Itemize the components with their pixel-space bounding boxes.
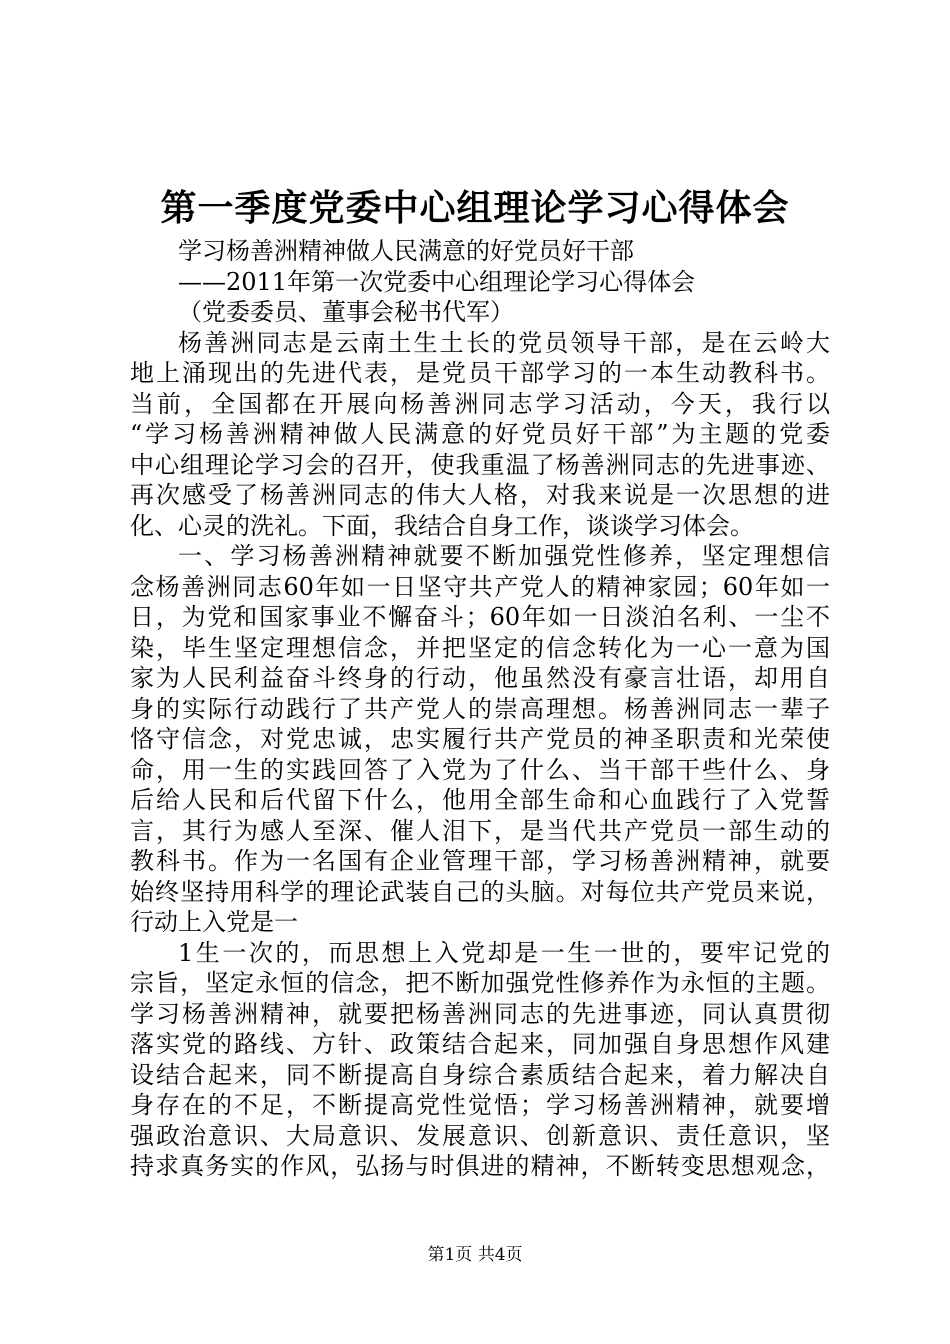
text-line: 身的实际行动践行了共产党人的崇高理想。杨善洲同志一辈子	[130, 694, 830, 723]
text-line: 家为人民利益奋斗终身的行动，他虽然没有豪言壮语，却用自	[130, 664, 830, 692]
text-line: 再次感受了杨善洲同志的伟大人格，对我来说是一次思想的进	[130, 481, 830, 509]
document-body	[130, 236, 830, 1182]
text-line: 命，用一生的实践回答了入党为了什么、当干部干些什么、身	[130, 755, 830, 784]
page-footer: 第1页 共4页	[427, 1245, 523, 1265]
text-line: 行动上入党是一	[130, 908, 298, 936]
text-line: 1生一次的，而思想上入党却是一生一世的，要牢记党的	[178, 938, 830, 967]
text-line: 日，为党和国家事业不懈奋斗；60年如一日淡泊名利、一尘不	[130, 603, 830, 631]
text-line: 始终坚持用科学的理论武装自己的头脑。对每位共产党员来说，	[130, 877, 830, 906]
text-line: 言，其行为感人至深、催人泪下，是当代共产党员一部生动的	[130, 816, 830, 845]
text-line: 设结合起来，同不断提高自身综合素质结合起来，着力解决自	[130, 1060, 830, 1089]
text-line: 念杨善洲同志60年如一日坚守共产党人的精神家园；60年如一	[130, 572, 830, 601]
text-line: 强政治意识、大局意识、发展意识、创新意识、责任意识，坚	[130, 1121, 830, 1150]
document-title: 第一季度党委中心组理论学习心得体会	[160, 188, 790, 229]
text-line: （党委委员、董事会秘书代军）	[178, 298, 514, 326]
text-line: 持求真务实的作风，弘扬与时俱进的精神，不断转变思想观念，	[130, 1152, 830, 1180]
text-line: 后给人民和后代留下什么，他用全部生命和心血践行了入党誓	[130, 786, 830, 814]
text-line: 杨善洲同志是云南土生土长的党员领导干部，是在云岭大	[178, 328, 830, 357]
text-line: 中心组理论学习会的召开，使我重温了杨善洲同志的先进事迹、	[130, 450, 830, 479]
text-line: 当前，全国都在开展向杨善洲同志学习活动，今天，我行以	[130, 389, 830, 418]
text-line: 学习杨善洲精神做人民满意的好党员好干部	[178, 237, 634, 265]
text-line: 教科书。作为一名国有企业管理干部，学习杨善洲精神，就要	[130, 847, 830, 875]
text-line: 恪守信念，对党忠诚，忠实履行共产党员的神圣职责和光荣使	[130, 725, 830, 753]
text-line: 化、心灵的洗礼。下面，我结合自身工作，谈谈学习体会。	[130, 511, 754, 540]
text-line: “学习杨善洲精神做人民满意的好党员好干部”为主题的党委	[130, 420, 830, 448]
text-line: 地上涌现出的先进代表，是党员干部学习的一本生动教科书。	[130, 359, 830, 387]
text-line: 落实党的路线、方针、政策结合起来，同加强自身思想作风建	[130, 1030, 830, 1058]
text-line: ——2011年第一次党委中心组理论学习心得体会	[178, 267, 696, 296]
text-line: 身存在的不足，不断提高党性觉悟；学习杨善洲精神，就要增	[130, 1091, 830, 1119]
text-line: 宗旨，坚定永恒的信念，把不断加强党性修养作为永恒的主题。	[130, 969, 830, 997]
text-line: 学习杨善洲精神，就要把杨善洲同志的先进事迹，同认真贯彻	[130, 999, 830, 1028]
text-line: 染，毕生坚定理想信念，并把坚定的信念转化为一心一意为国	[130, 633, 830, 662]
text-line: 一、学习杨善洲精神就要不断加强党性修养，坚定理想信	[178, 542, 830, 570]
